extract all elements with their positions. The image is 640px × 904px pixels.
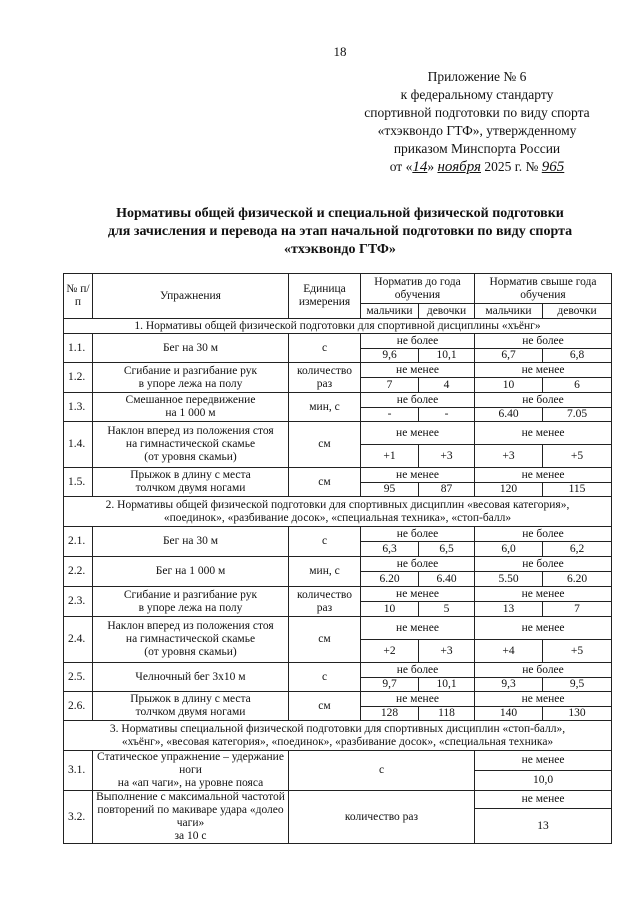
header-exercise: Упражнения: [93, 274, 289, 319]
value-cell: 95: [361, 483, 419, 497]
condition-cell: не менее: [361, 617, 475, 640]
norms-table: [63, 273, 612, 844]
value-cell: 13: [475, 809, 612, 844]
title-line: для зачисления и перевода на этап начальной подготовки по виду спорта: [107, 224, 573, 239]
header-girls: девочки: [419, 304, 475, 319]
header-boys: мальчики: [475, 304, 543, 319]
unit-cell: [289, 557, 361, 587]
row-number: 2.5.: [64, 663, 93, 692]
table-row: [64, 791, 612, 809]
exercise-line: в упоре лежа на полу: [138, 601, 243, 614]
value-cell: 9,5: [543, 678, 612, 692]
unit-line: с: [321, 670, 328, 683]
table-row: [64, 587, 612, 602]
table-row: [64, 334, 612, 349]
value-cell: +5: [543, 445, 612, 468]
unit-cell: [289, 663, 361, 692]
exercise-line: Челночный бег 3х10 м: [135, 670, 246, 683]
value-cell: 140: [475, 707, 543, 721]
table-row: [64, 663, 612, 678]
condition-cell: не менее: [475, 587, 612, 602]
value-cell: 10,0: [475, 771, 612, 791]
condition-cell: не более: [475, 334, 612, 349]
condition-cell: не менее: [361, 468, 475, 483]
value-cell: +4: [475, 640, 543, 663]
section-heading-line: 2. Нормативы общей физической подготовки для спортивных дисциплин «весовая категория»,: [105, 498, 570, 511]
exercise-line: толчком двумя ногами: [135, 706, 246, 718]
value-cell: 10: [361, 602, 419, 617]
unit-cell: количество раз: [289, 791, 475, 844]
value-cell: +2: [361, 640, 419, 663]
unit-line: см: [318, 633, 331, 645]
unit-line: раз: [316, 601, 333, 614]
value-cell: 9,3: [475, 678, 543, 692]
value-cell: 6: [543, 378, 612, 393]
value-cell: 6.20: [543, 572, 612, 587]
unit-cell: [289, 334, 361, 363]
exercise-line: Смешанное передвижение: [125, 394, 256, 406]
unit-cell: [289, 527, 361, 557]
value-cell: 6,7: [475, 349, 543, 363]
value-cell: -: [419, 408, 475, 422]
value-cell: 6.40: [475, 408, 543, 422]
exercise-cell: [93, 751, 289, 791]
exercise-cell: [93, 527, 289, 557]
value-cell: +3: [475, 445, 543, 468]
condition-cell: не более: [361, 334, 475, 349]
exercise-line: (от уровня скамьи): [144, 451, 237, 463]
appendix-line: приказом Минспорта России: [393, 141, 561, 156]
unit-line: см: [318, 699, 331, 712]
exercise-line: в упоре лежа на полу: [138, 377, 243, 390]
header-num: № п/п: [64, 274, 93, 319]
exercise-cell: [93, 557, 289, 587]
condition-cell: не более: [361, 527, 475, 542]
value-cell: 6,2: [543, 542, 612, 557]
exercise-cell: [93, 422, 289, 468]
section-heading: [64, 721, 612, 751]
section-heading: 1. Нормативы общей физической подготовки для спортивной дисциплины «хъёнг»: [64, 319, 612, 334]
unit-cell: [289, 422, 361, 468]
exercise-line: Наклон вперед из положения стоя: [107, 620, 274, 632]
section-heading: [64, 497, 612, 527]
section-3-rows: [64, 751, 612, 844]
unit-line: мин, с: [309, 400, 340, 413]
value-cell: 6,5: [419, 542, 475, 557]
exercise-cell: [93, 791, 289, 844]
value-cell: 10,1: [419, 349, 475, 363]
value-cell: 6,3: [361, 542, 419, 557]
exercise-cell: [93, 363, 289, 393]
value-cell: 7: [543, 602, 612, 617]
appendix-line: «тхэквондо ГТФ», утвержденному: [377, 123, 577, 138]
value-cell: 6,0: [475, 542, 543, 557]
value-cell: 4: [419, 378, 475, 393]
date-year: 2025 г. №: [484, 159, 539, 174]
value-cell: 9,6: [361, 349, 419, 363]
value-cell: +1: [361, 445, 419, 468]
unit-line: мин, с: [309, 565, 340, 577]
row-number: 2.3.: [64, 587, 93, 617]
value-cell: 10: [475, 378, 543, 393]
unit-cell: [289, 692, 361, 721]
exercise-line: Бег на 30 м: [162, 535, 219, 547]
exercise-line: Сгибание и разгибание рук: [123, 588, 258, 601]
section-heading-line: «хъёнг», «весовая категория», «поединок», «разбивание досок», «специальная техника»: [121, 735, 554, 748]
exercise-line: (от уровня скамьи): [144, 646, 237, 658]
unit-line: количество: [297, 588, 352, 601]
value-cell: 120: [475, 483, 543, 497]
value-cell: 128: [361, 707, 419, 721]
exercise-line: на «ап чаги», на уровне пояса: [117, 777, 264, 789]
exercise-line: Бег на 1 000 м: [155, 565, 226, 577]
title-line: Нормативы общей физической и специальной физической подготовки: [116, 206, 564, 221]
value-cell: 9,7: [361, 678, 419, 692]
unit-cell: [289, 587, 361, 617]
condition-cell: не более: [361, 393, 475, 408]
header-boys: мальчики: [361, 304, 419, 319]
value-cell: 10,1: [419, 678, 475, 692]
condition-cell: не менее: [361, 422, 475, 445]
appendix-line: спортивной подготовки по виду спорта: [364, 105, 590, 120]
date-mid: »: [427, 159, 435, 174]
value-cell: 13: [475, 602, 543, 617]
section-heading-line: 3. Нормативы специальной физической подготовки для спортивных дисциплин «стоп-балл»,: [109, 722, 566, 735]
table-row: [64, 527, 612, 542]
exercise-cell: [93, 617, 289, 663]
row-number: 1.2.: [64, 363, 93, 393]
order-number: 965: [541, 159, 565, 175]
appendix-block: [352, 68, 602, 176]
value-cell: 6.20: [361, 572, 419, 587]
table-row: [64, 557, 612, 572]
unit-cell: [289, 617, 361, 663]
row-number: 1.1.: [64, 334, 93, 363]
row-number: 3.2.: [64, 791, 93, 844]
condition-cell: не менее: [361, 692, 475, 707]
condition-cell: не более: [475, 663, 612, 678]
section-2-rows: [64, 527, 612, 721]
exercise-cell: [93, 663, 289, 692]
unit-line: количество: [297, 364, 352, 377]
date-month: ноября: [437, 159, 481, 175]
unit-line: см: [318, 475, 331, 488]
exercise-cell: [93, 334, 289, 363]
page-number: 18: [333, 44, 347, 59]
value-cell: +3: [419, 445, 475, 468]
appendix-line: Приложение № 6: [427, 69, 527, 84]
unit-cell: [289, 468, 361, 497]
value-cell: 118: [419, 707, 475, 721]
table-row: [64, 422, 612, 445]
exercise-line: Статическое упражнение – удержание ноги: [97, 751, 284, 776]
exercise-line: Бег на 30 м: [162, 341, 219, 354]
row-number: 1.4.: [64, 422, 93, 468]
table-row: [64, 751, 612, 771]
exercise-cell: [93, 692, 289, 721]
exercise-cell: [93, 393, 289, 422]
unit-line: с: [321, 535, 328, 547]
row-number: 3.1.: [64, 751, 93, 791]
section-heading-line: «поединок», «разбивание досок», «специальная техника», «стоп-балл»: [163, 511, 512, 524]
condition-cell: не менее: [475, 468, 612, 483]
exercise-line: Сгибание и разгибание рук: [123, 364, 258, 377]
condition-cell: не менее: [475, 363, 612, 378]
row-number: 2.1.: [64, 527, 93, 557]
table-row: [64, 363, 612, 378]
exercise-line: Выполнение с максимальной частотой: [96, 791, 285, 803]
condition-cell: не менее: [475, 617, 612, 640]
table-row: [64, 617, 612, 640]
unit-cell: с: [289, 751, 475, 791]
table-row: [64, 468, 612, 483]
row-number: 2.6.: [64, 692, 93, 721]
exercise-line: Прыжок в длину с места: [130, 693, 251, 705]
exercise-line: на гимнастической скамье: [125, 438, 256, 450]
unit-cell: [289, 393, 361, 422]
condition-cell: не более: [475, 393, 612, 408]
condition-cell: не менее: [475, 422, 612, 445]
unit-line: с: [321, 341, 328, 354]
exercise-line: за 10 с: [174, 830, 207, 842]
condition-cell: не менее: [475, 751, 612, 771]
header-norm-after: Норматив свыше года обучения: [475, 274, 612, 304]
row-number: 2.2.: [64, 557, 93, 587]
value-cell: 7.05: [543, 408, 612, 422]
value-cell: 6,8: [543, 349, 612, 363]
unit-line: см: [318, 438, 331, 450]
condition-cell: не менее: [475, 791, 612, 809]
row-number: 1.5.: [64, 468, 93, 497]
appendix-line: к федеральному стандарту: [400, 87, 554, 102]
table-row: [64, 692, 612, 707]
condition-cell: не более: [475, 527, 612, 542]
condition-cell: не менее: [475, 692, 612, 707]
value-cell: 115: [543, 483, 612, 497]
unit-line: раз: [316, 377, 333, 390]
exercise-line: толчком двумя ногами: [135, 482, 246, 494]
row-number: 2.4.: [64, 617, 93, 663]
condition-cell: не менее: [361, 587, 475, 602]
date-day: 14: [412, 159, 428, 175]
value-cell: +3: [419, 640, 475, 663]
section-1-rows: [64, 334, 612, 497]
exercise-cell: [93, 587, 289, 617]
exercise-line: на гимнастической скамье: [125, 633, 256, 645]
exercise-cell: [93, 468, 289, 497]
value-cell: 5.50: [475, 572, 543, 587]
exercise-line: на 1 000 м: [165, 407, 216, 419]
row-number: 1.3.: [64, 393, 93, 422]
document-title: [60, 205, 620, 259]
header-norm-before: Норматив до года обучения: [361, 274, 475, 304]
value-cell: -: [361, 408, 419, 422]
title-line: «тхэквондо ГТФ»: [284, 242, 396, 257]
header-girls: девочки: [543, 304, 612, 319]
condition-cell: не более: [475, 557, 612, 572]
value-cell: 6.40: [419, 572, 475, 587]
value-cell: +5: [543, 640, 612, 663]
appendix-date-line: [352, 158, 602, 176]
condition-cell: не менее: [361, 363, 475, 378]
value-cell: 5: [419, 602, 475, 617]
value-cell: 87: [419, 483, 475, 497]
condition-cell: не более: [361, 663, 475, 678]
exercise-line: Наклон вперед из положения стоя: [107, 425, 274, 437]
header-unit: Единица измерения: [289, 274, 361, 319]
condition-cell: не более: [361, 557, 475, 572]
exercise-line: Прыжок в длину с места: [130, 469, 251, 481]
table-row: [64, 393, 612, 408]
value-cell: 7: [361, 378, 419, 393]
unit-cell: [289, 363, 361, 393]
value-cell: 130: [543, 707, 612, 721]
exercise-line: повторений по макиваре удара «долео чаги»: [97, 804, 284, 829]
date-prefix: от «: [389, 159, 413, 174]
